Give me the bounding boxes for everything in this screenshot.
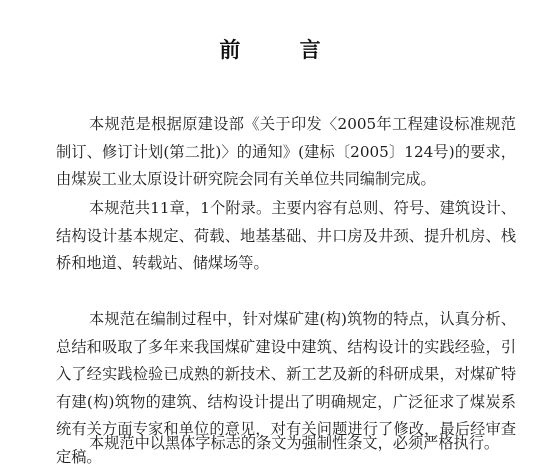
paragraph-1: 本规范是根据原建设部《关于印发〈2005年工程建设标准规范制订、修订计划(第二批)〉的通知》(建标〔2005〕124号)的要求，由煤炭工业太原设计研究院会同有关单位共同编制完成。 <box>56 115 516 188</box>
page-title: 前 言 <box>219 38 347 62</box>
paragraph-2: 本规范共11章，1个附录。主要内容有总则、符号、建筑设计、结构设计基本规定、荷载、地基基础、井口房及井颈、提升机房、栈桥和地道、转载站、储煤场等。 <box>56 199 516 272</box>
cut-off-line-text: 本规范中以黑体字标志的条文为强制性条文，必须严格执行。 <box>89 434 500 452</box>
cut-off-line <box>56 426 516 452</box>
paragraph-3: 本规范在编制过程中，针对煤矿建(构)筑物的特点，认真分析、总结和吸取了多年来我国煤矿建设中建筑、结构设计的实践经验，引入了经实践检验已成熟的新技术、新工艺及新的科研成果，对煤矿特有建(构)筑物的建筑、结构设计提出了明确规定，广泛征求了煤炭系统有关方面专家和单位的意见，对有关问题进行了修改，最后经审查定稿。 <box>56 310 516 466</box>
